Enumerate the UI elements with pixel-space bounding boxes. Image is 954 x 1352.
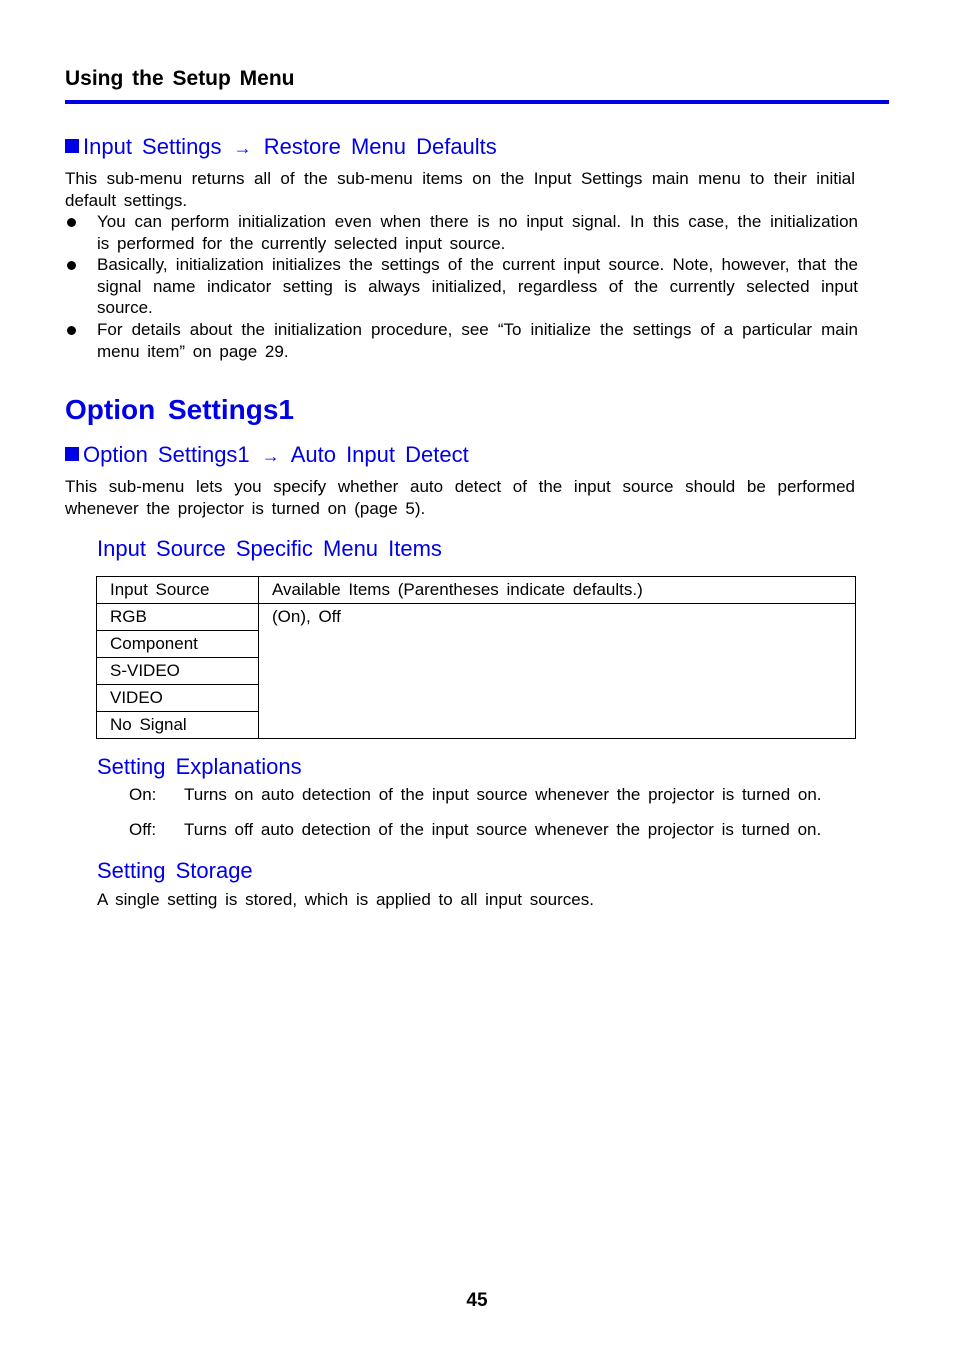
table-header-cell: Input Source: [97, 577, 259, 604]
section1-intro: This sub-menu returns all of the sub-menu items on the Input Settings main menu to their initial default settings.: [65, 169, 855, 210]
explanation-text: Turns off auto detection of the input source whenever the projector is turned on.: [184, 820, 822, 839]
bullet-dot-icon: [67, 261, 76, 270]
chapter-title: Option Settings1: [65, 394, 294, 425]
input-source-table: [96, 576, 856, 739]
section-heading-part-b: Auto Input Detect: [290, 442, 469, 467]
bullet-dot-icon: [67, 218, 76, 227]
explanation-label: Off:: [129, 820, 157, 839]
explanations-heading: Setting Explanations: [97, 754, 302, 779]
table-heading: Input Source Specific Menu Items: [97, 536, 442, 561]
bullet-item: [65, 211, 858, 254]
input-source-cell: No Signal: [97, 712, 259, 739]
input-source-cell: RGB: [97, 604, 259, 631]
running-head: Using the Setup Menu: [65, 67, 295, 90]
section-heading-part-a: Input Settings: [83, 134, 222, 159]
input-source-cell: VIDEO: [97, 685, 259, 712]
bullet-item: [65, 319, 858, 362]
table-header-row: [97, 577, 856, 604]
bullet-text: Basically, initialization initializes the settings of the current input source. Note, however, that the signal name indicator setting is always initialized, regardless of the currently selected input source.: [97, 255, 858, 317]
explanation-label: On:: [129, 785, 157, 804]
bullet-dot-icon: [67, 326, 76, 335]
input-source-cell: S-VIDEO: [97, 658, 259, 685]
header-rule: [65, 100, 889, 104]
available-items-cell: (On), Off: [259, 604, 856, 739]
section2-intro: This sub-menu lets you specify whether auto detect of the input source should be performed whenever the projector is turned on (page 5).: [65, 477, 855, 518]
arrow-right-icon: →: [233, 138, 252, 158]
storage-text: A single setting is stored, which is applied to all input sources.: [97, 890, 594, 909]
table-header-cell: Available Items (Parentheses indicate defaults.): [259, 577, 856, 604]
input-source-cell: Component: [97, 631, 259, 658]
explanation-text: Turns on auto detection of the input source whenever the projector is turned on.: [184, 785, 822, 804]
section-heading-restore-defaults: [65, 134, 497, 160]
storage-heading: Setting Storage: [97, 858, 253, 883]
square-bullet-icon: [65, 447, 79, 461]
section-heading-part-a: Option Settings1: [83, 442, 250, 467]
section-heading-part-b: Restore Menu Defaults: [263, 134, 497, 159]
bullet-item: [65, 254, 858, 319]
bullet-text: You can perform initialization even when there is no input signal. In this case, the initialization is performed for the currently selected input source.: [97, 212, 858, 253]
square-bullet-icon: [65, 139, 79, 153]
table-row: [97, 604, 856, 631]
arrow-right-icon: →: [261, 446, 280, 466]
page-number: 45: [466, 1290, 488, 1311]
section-heading-auto-input-detect: [65, 442, 469, 468]
bullet-text: For details about the initialization procedure, see “To initialize the settings of a particular main menu item” on page 29.: [97, 320, 858, 361]
